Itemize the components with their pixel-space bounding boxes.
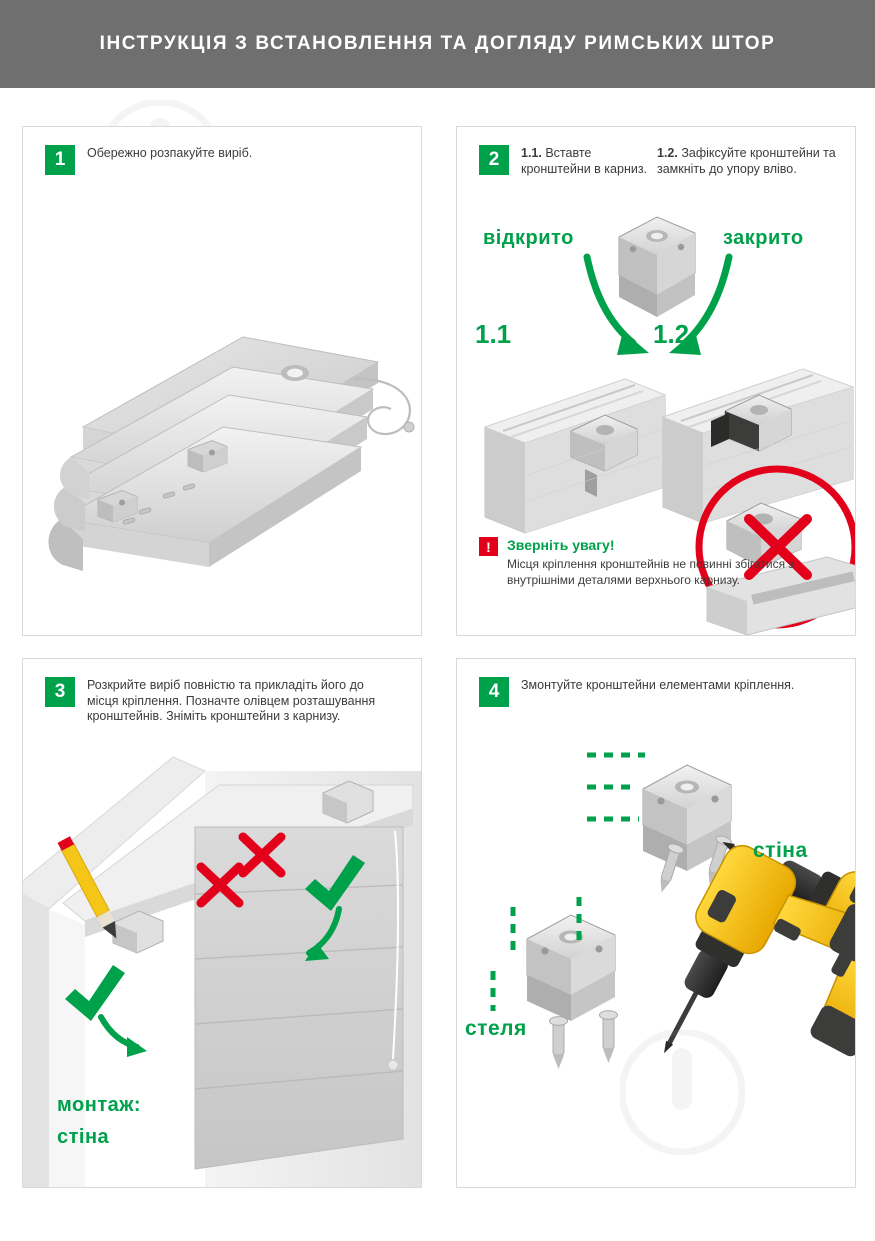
step-number-badge-1: 1 bbox=[45, 145, 75, 175]
step-2-substep-2-body: Зафіксуйте кронштейни та замкніть до упору вліво. bbox=[657, 146, 836, 176]
attention-title: Зверніть увагу! bbox=[507, 537, 615, 553]
attention-body: Місця кріплення кронштейнів не повинні збігатися з внутрішніми деталями верхнього карнизу. bbox=[507, 557, 794, 587]
step-panel-2 bbox=[456, 126, 856, 636]
label-wall: стіна bbox=[753, 839, 808, 862]
step-2-substep-2-label: 1.2. bbox=[657, 146, 678, 160]
substep-number-1-2: 1.2 bbox=[653, 319, 690, 349]
page-header bbox=[0, 0, 875, 88]
page-title: ІНСТРУКЦІЯ З ВСТАНОВЛЕННЯ ТА ДОГЛЯДУ РИМСЬКИХ ШТОР bbox=[99, 33, 776, 54]
step-description-3: Розкрийте виріб повністю та прикладіть його до місця кріплення. Позначте олівцем розташування кронштейнів. Зніміть кронштейни з карнизу. bbox=[87, 678, 376, 724]
watermark-icon-bottom bbox=[620, 1030, 745, 1155]
step-panel-3 bbox=[22, 658, 422, 1188]
mount-label-line-1: монтаж: bbox=[57, 1094, 142, 1116]
step-number-badge-2: 2 bbox=[479, 145, 509, 175]
step-description-4: Змонтуйте кронштейни елементами кріплення. bbox=[521, 678, 795, 692]
step-2-substep-1-label: 1.1. bbox=[521, 146, 542, 160]
step-panel-1 bbox=[22, 126, 422, 636]
substep-number-1-1: 1.1 bbox=[475, 319, 512, 349]
label-ceiling: стеля bbox=[465, 1017, 527, 1040]
step-number-badge-3: 3 bbox=[45, 677, 75, 707]
step-2-substep-1-body: Вставте кронштейни в карниз. bbox=[521, 146, 648, 176]
step-description-1: Обережно розпакуйте виріб. bbox=[87, 146, 253, 160]
step-1-illustration bbox=[23, 127, 421, 635]
attention-note bbox=[479, 537, 829, 588]
exclamation-icon: ! bbox=[479, 537, 498, 556]
label-closed: закрито bbox=[723, 227, 804, 249]
step-number-badge-4: 4 bbox=[479, 677, 509, 707]
label-open: відкрито bbox=[483, 227, 574, 249]
mount-label-line-2: стіна bbox=[57, 1126, 110, 1148]
